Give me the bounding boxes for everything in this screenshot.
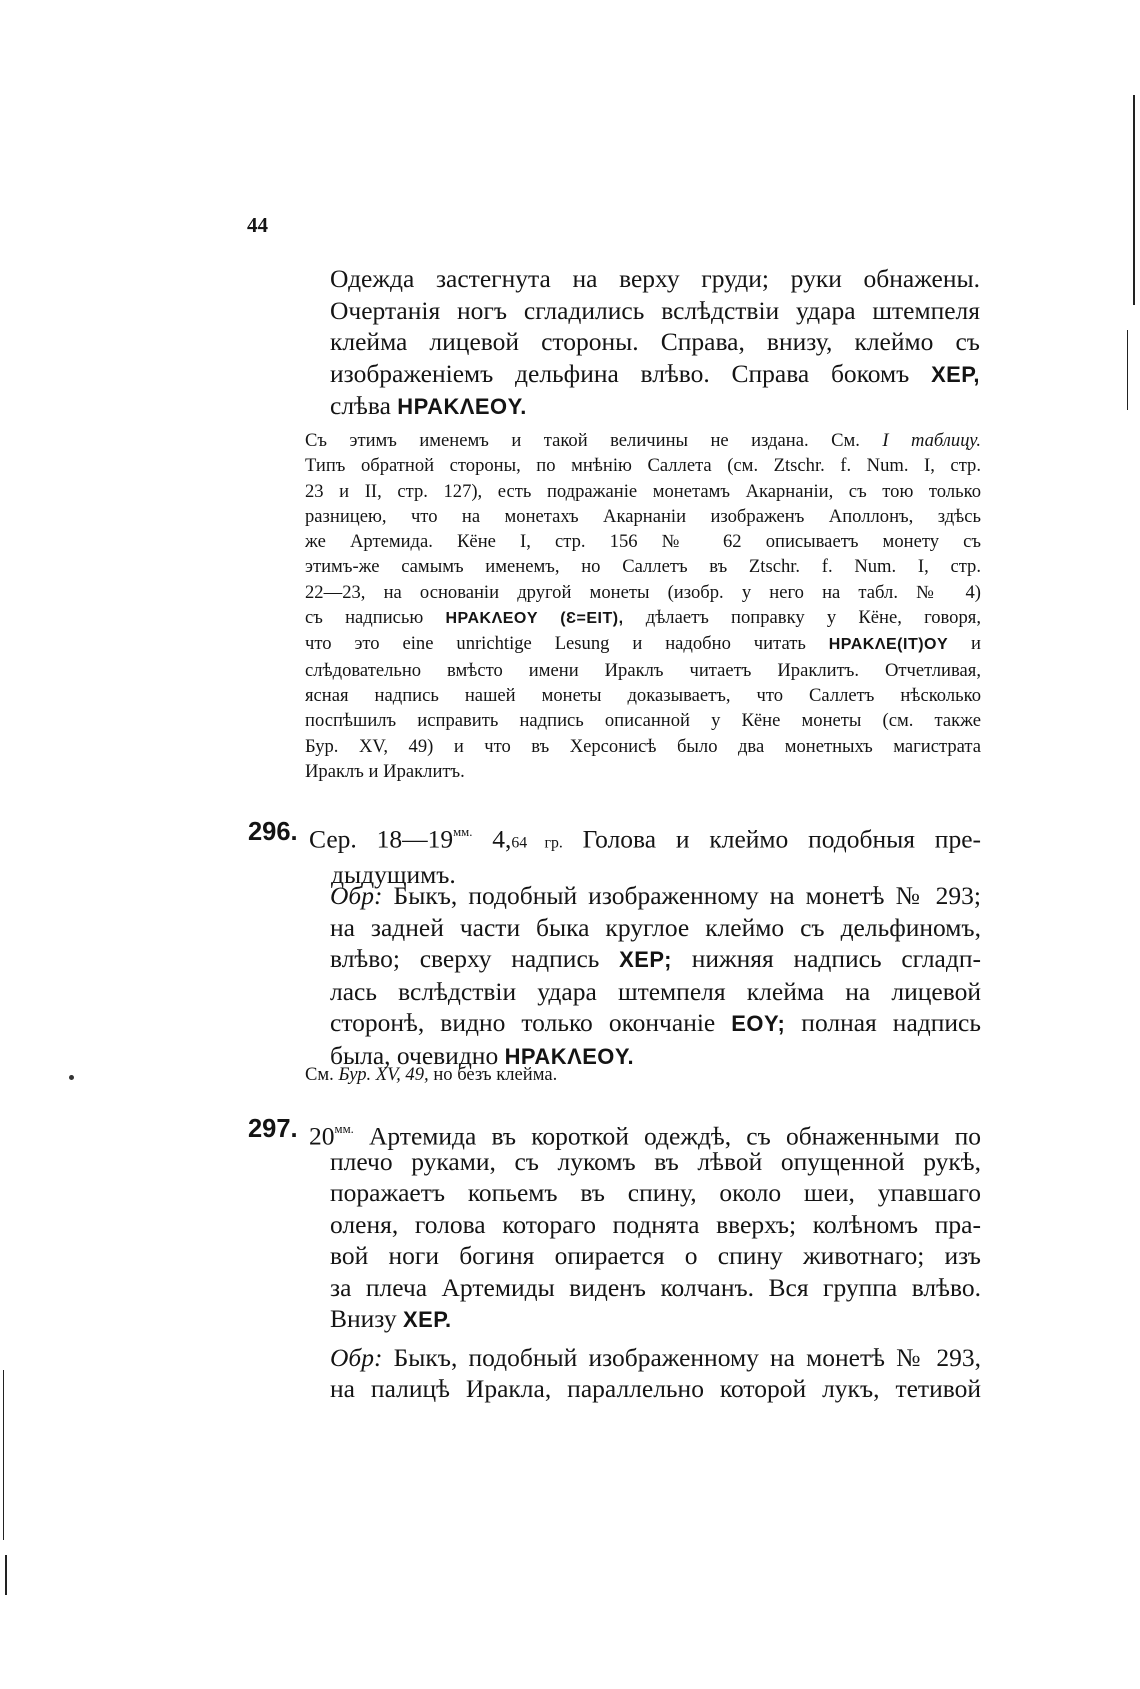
note-line: Съ этимъ именемъ и такой величины не издана. См. I таблицу. [305, 430, 981, 451]
greek-legend: ХЕР; [619, 947, 672, 972]
text-line: вой ноги богиня опирается о спину животнаго; изъ [330, 1241, 981, 1270]
text-line: слѣва HPAKΛEOY. [330, 391, 527, 420]
text-line: поражаетъ копьемъ въ спину, около шеи, упавшаго [330, 1178, 981, 1207]
text-line: лась вслѣдствіи удара штемпеля клейма на лицевой [330, 976, 981, 1006]
note-line: этимъ-же самымъ именемъ, но Саллетъ въ Ztschr. f. Num. I, стр. [305, 556, 981, 578]
text-line: за плеча Артемиды виденъ колчанъ. Вся группа влѣво. [330, 1272, 981, 1302]
obverse-label: Обр: [330, 881, 383, 910]
note-line: Ираклъ и Ираклитъ. [305, 760, 465, 782]
greek-legend: EOY; [731, 1011, 786, 1036]
note-line: съ надписью HPAKΛEOY (Ɛ=EIT), дѣлаетъ поправку у Кёне, говоря, [305, 607, 981, 629]
entry-296-reverse [330, 880, 981, 1072]
greek-legend: ХЕР, [931, 361, 980, 387]
scan-edge-line [1127, 330, 1128, 410]
text-line: оленя, голова котораго поднята вверхъ; колѣномъ пра- [330, 1209, 981, 1239]
text-line: Внизу ХЕР. [330, 1304, 452, 1333]
text-line: Одежда застегнута на верху груди; руки обнажены. [330, 264, 980, 293]
note-line: что это eine unrichtige Lesung и надобно читать HPAKΛE(IT)OY и [305, 633, 981, 655]
note-line: ясная надпись нашей монеты доказываетъ, что Саллетъ нѣсколько [305, 684, 981, 706]
note-line: поспѣшилъ исправить надпись описанной у Кёне монеты (см. также [305, 710, 981, 732]
intro-paragraph [330, 263, 980, 423]
scan-speck [69, 1075, 74, 1080]
greek-legend: HPAKΛEOY. [504, 1043, 635, 1069]
greek-legend: HPAKΛEOY. [397, 394, 527, 419]
text-line: была, очевидно HPAKΛEOY. [330, 1040, 635, 1070]
footnote-block [305, 428, 981, 784]
text-line: Сер. $18—19^{мм.}$ 4,64 гр. Голова и клеймо подобныя пре- [309, 824, 982, 854]
note-line: 23 и II, стр. 127), есть подражаніе монетамъ Акарнаніи, съ тою только [305, 480, 981, 502]
text-line: дыдущимъ. [331, 859, 456, 889]
text-line: плечо руками, съ лукомъ въ лѣвой опущенной рукѣ, [330, 1146, 981, 1176]
scan-edge-line [1133, 95, 1135, 305]
greek-legend: HPAKΛE(IT)OY [828, 636, 949, 654]
text-line: сторонѣ, видно только окончаніе EOY; полная надпись [330, 1008, 981, 1037]
text-line: клейма лицевой стороны. Справа, внизу, клеймо съ [330, 327, 980, 356]
text-line: $20^{мм.}$ Артемида въ короткой одеждѣ, съ обнаженными по [309, 1121, 981, 1151]
scan-edge-line [5, 1555, 7, 1595]
text-line: влѣво; сверху надпись ХЕР; нижняя надпись сгладп- [330, 944, 981, 973]
note-line: разницею, что на монетахъ Акарнаніи изображенъ Аполлонъ, здѣсь [305, 505, 981, 527]
note-line: Типъ обратной стороны, по мнѣнію Саллета (см. Ztschr. f. Num. I, стр. [305, 455, 981, 477]
text-line: изображеніемъ дельфина влѣво. Справа бокомъ ХЕР, [330, 358, 980, 388]
entry-number-296: 296. [248, 818, 298, 846]
note-line: же Артемида. Кёне I, стр. 156 № 62 описываетъ монету съ [305, 531, 981, 553]
text-line: Обр: Быкъ, подобный изображенному на монетѣ № 293, [330, 1342, 981, 1372]
note-line: слѣдовательно вмѣсто имени Ираклъ читаетъ Ираклитъ. Отчетливая, [305, 659, 981, 681]
text-line: Очертанія ногъ сгладились вслѣдствіи удара штемпеля [330, 295, 980, 325]
text-line: на палицѣ Иракла, параллельно которой лукъ, тетивой [330, 1374, 981, 1403]
scan-edge-line [3, 1370, 4, 1540]
note-line: Бур. XV, 49) и что въ Херсонисѣ было два монетныхъ магистрата [305, 735, 981, 757]
greek-legend: ХЕР. [402, 1307, 452, 1332]
text-line: Обр: Быкъ, подобный изображенному на монетѣ № 293; [330, 881, 981, 910]
obverse-label: Обр: [330, 1342, 383, 1372]
greek-legend: HPAKΛEOY (Ɛ=EIT), [445, 610, 624, 628]
page-number: 44 [247, 213, 268, 237]
entry-296-reference: См. Бур. XV, 49, но безъ клейма. [305, 1064, 558, 1085]
note-line: 22—23, на основаніи другой монеты (изобр. у него на табл. № 4) [305, 581, 981, 603]
text-line: на задней части быка круглое клеймо съ дельфиномъ, [330, 912, 981, 942]
entry-number-297: 297. [248, 1115, 298, 1143]
entry-297-body [330, 1146, 981, 1405]
